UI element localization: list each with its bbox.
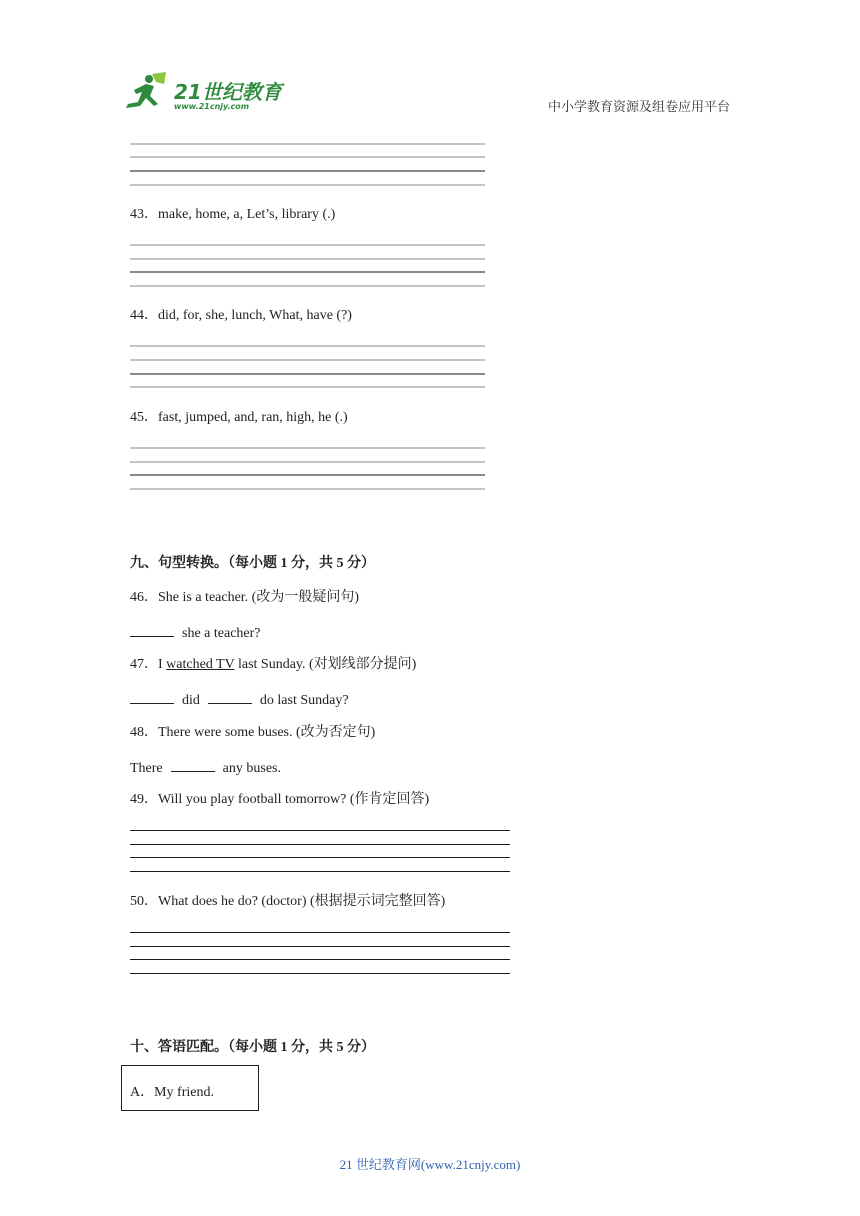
answer-line — [130, 244, 485, 246]
answer-line — [130, 474, 485, 476]
question-48: 48．There were some buses. (改为否定句) — [130, 725, 376, 740]
answer-line — [130, 932, 510, 933]
question-46-answer: she a teacher? — [130, 623, 261, 643]
question-50: 50．What does he do? (doctor) (根据提示词完整回答) — [130, 894, 446, 909]
fill-blank[interactable] — [130, 623, 174, 637]
logo — [122, 70, 292, 114]
fill-blank[interactable] — [171, 758, 215, 772]
answer-line — [130, 143, 485, 145]
section-10-title: 十、答语匹配。（每小题 1 分，共 5 分） — [130, 1040, 375, 1055]
question-49: 49．Will you play football tomorrow? (作肯定回答) — [130, 792, 430, 807]
section-9-title: 九、句型转换。（每小题 1 分，共 5 分） — [130, 556, 375, 571]
option-a-text: A．My friend. — [130, 1085, 214, 1100]
question-43: 43．make, home, a, Let’s, library (.) — [130, 207, 336, 222]
fill-blank[interactable] — [208, 690, 252, 704]
answer-line — [130, 461, 485, 463]
option-box-a — [121, 1065, 259, 1111]
answer-line — [130, 285, 485, 287]
answer-line — [130, 359, 485, 361]
fill-blank[interactable] — [130, 690, 174, 704]
logo-main-text: 21世纪教育 — [174, 80, 282, 104]
answer-line — [130, 170, 485, 172]
answer-line — [130, 386, 485, 388]
answer-line — [130, 871, 510, 872]
answer-line — [130, 857, 510, 858]
answer-line — [130, 271, 485, 273]
header-platform-text: 中小学教育资源及组卷应用平台 — [547, 100, 730, 115]
underlined-phrase: watched TV — [166, 657, 235, 672]
answer-line — [130, 844, 510, 845]
question-47: 47．I watched TV last Sunday. (对划线部分提问) — [130, 657, 417, 672]
answer-line — [130, 184, 485, 186]
question-45: 45．fast, jumped, and, ran, high, he (.) — [130, 410, 348, 425]
footer-site-link[interactable]: 21 世纪教育网(www.21cnjy.com) — [339, 1157, 521, 1172]
answer-line — [130, 946, 510, 947]
answer-line — [130, 447, 485, 449]
answer-line — [130, 345, 485, 347]
answer-line — [130, 973, 510, 974]
answer-line — [130, 373, 485, 375]
answer-line — [130, 258, 485, 260]
logo-url-text: www.21cnjy.com — [174, 102, 250, 111]
question-48-answer: There any buses. — [130, 758, 281, 778]
answer-line — [130, 830, 510, 831]
answer-line — [130, 959, 510, 960]
question-47-answer: did do last Sunday? — [130, 690, 349, 710]
question-46: 46．She is a teacher. (改为一般疑问句) — [130, 590, 360, 605]
answer-line — [130, 488, 485, 490]
runner-logo-icon — [122, 70, 174, 114]
answer-line — [130, 156, 485, 158]
question-44: 44．did, for, she, lunch, What, have (?) — [130, 308, 352, 323]
